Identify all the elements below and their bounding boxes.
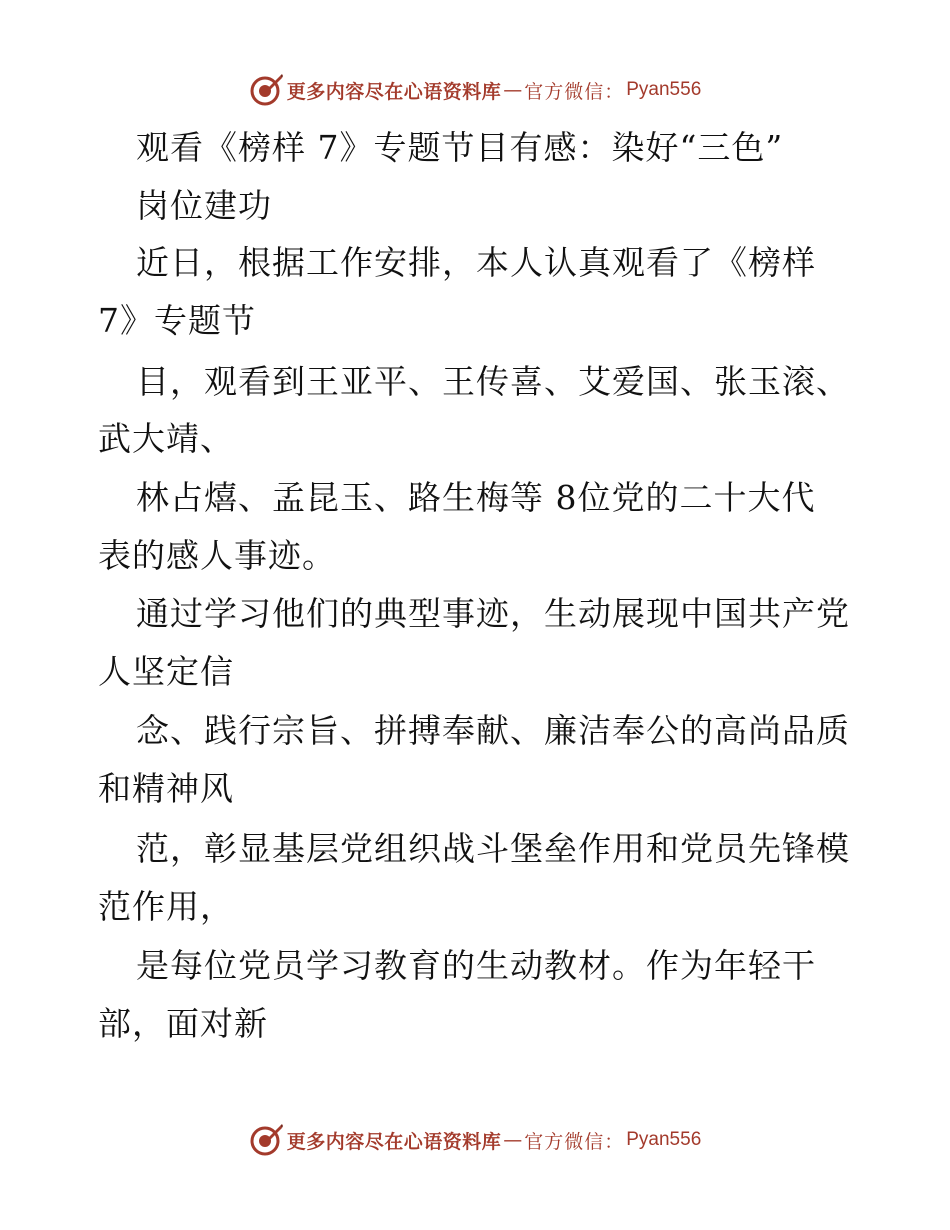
header-banner-wechat-label: 官方微信： [524,80,625,103]
paragraph-line: 念、践行宗旨、拼搏奉献、廉洁奉公的高尚品质 [136,711,850,750]
header-banner-text: 更多内容尽在心语资料库 [286,80,502,103]
paragraph-line: 是每位党员学习教育的生动教材。作为年轻干 [136,946,816,985]
header-banner-dash: — [503,79,523,101]
header-banner-wechat-id: Pyan556 [626,79,702,100]
paragraph-line: 林占熺、孟昆玉、路生梅等 8位党的二十大代 [136,478,816,517]
paragraph-line: 近日，根据工作安排，本人认真观看了《榜样 [136,243,816,282]
paragraph-line: 7》专题节 [98,301,256,340]
footer-banner [0,1120,950,1160]
header-banner [0,70,950,110]
paragraph-line: 范，彰显基层党组织战斗堡垒作用和党员先锋模 [136,829,850,868]
paragraph-line: 目，观看到王亚平、王传喜、艾爱国、张玉滚、 [136,362,850,401]
pen-circle-logo-icon [249,73,283,107]
footer-banner-wechat-label: 官方微信： [524,1130,625,1153]
paragraph-line: 通过学习他们的典型事迹，生动展现中国共产党 [136,594,850,633]
title-line-2: 岗位建功 [136,186,272,225]
paragraph-line: 范作用， [98,887,234,926]
paragraph-line: 部，面对新 [98,1004,268,1043]
paragraph-line: 武大靖、 [98,419,234,458]
paragraph-line: 人坚定信 [98,652,234,691]
pen-circle-logo-icon [249,1123,283,1157]
title-line-1: 观看《榜样 7》专题节目有感：染好“三色” [136,128,784,167]
footer-banner-dash: — [503,1129,523,1151]
footer-banner-text: 更多内容尽在心语资料库 [286,1130,502,1153]
paragraph-line: 和精神风 [98,769,234,808]
footer-banner-wechat-id: Pyan556 [626,1129,702,1150]
paragraph-line: 表的感人事迹。 [98,536,336,575]
